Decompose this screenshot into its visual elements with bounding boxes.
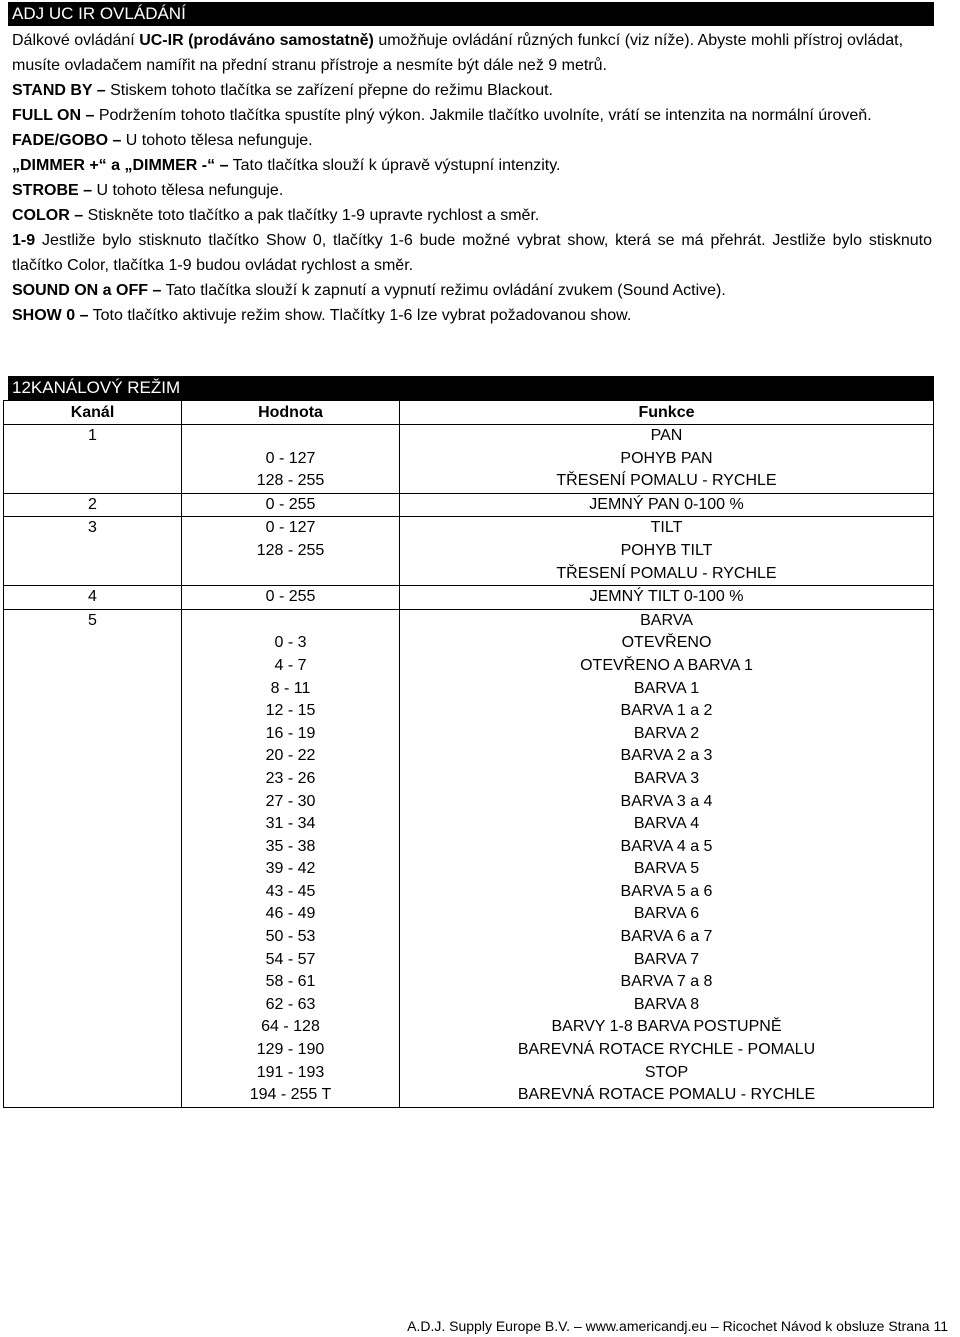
page-footer: A.D.J. Supply Europe B.V. – www.americandj.eu – Ricochet Návod k obsluze Strana 11: [407, 1318, 948, 1334]
table-row: [4, 586, 934, 610]
function-desc: Jestliže bylo stisknuto tlačítko Show 0, tlačítky 1-6 bude možné vybrat show, která se má přehrát. Jestliže bylo stisknuto tlačítko Color, tlačítka 1-9 budou ovládat rychlost a směr.: [12, 232, 932, 274]
function-label: BARVA 5 a 6: [620, 882, 713, 900]
value-range: 4 - 7: [274, 656, 307, 674]
function-label: TILT: [650, 519, 683, 537]
value-range: 8 - 11: [270, 679, 311, 697]
function-key: SHOW 0 –: [12, 307, 89, 324]
function-label: BAREVNÁ ROTACE POMALU - RYCHLE: [517, 1086, 816, 1104]
cell-functions: [400, 493, 934, 517]
cell-functions: [400, 425, 934, 494]
cell-functions: [400, 586, 934, 610]
channel-number: 2: [88, 495, 97, 513]
function-label: POHYB PAN: [620, 449, 713, 467]
function-label: STOP: [644, 1063, 689, 1081]
function-desc: Stiskem tohoto tlačítka se zařízení přepne do režimu Blackout.: [105, 82, 553, 99]
value-range: [182, 563, 399, 586]
function-desc: U tohoto tělesa nefunguje.: [92, 182, 284, 199]
value-range: 23 - 26: [265, 769, 316, 787]
value-range: 27 - 30: [265, 792, 316, 810]
function-desc: U tohoto tělesa nefunguje.: [121, 132, 313, 149]
function-label: BARVY 1-8 BARVA POSTUPNĚ: [551, 1018, 782, 1036]
cell-functions: [400, 609, 934, 1107]
value-range: 129 - 190: [256, 1041, 325, 1059]
function-desc: Podržením tohoto tlačítka spustíte plný výkon. Jakmile tlačítko uvolníte, vrátí se intenzita na normální úroveň.: [94, 107, 872, 124]
channel-number: 5: [88, 611, 97, 629]
value-range: 12 - 15: [265, 702, 316, 720]
value-range: 54 - 57: [265, 950, 316, 968]
function-item: [12, 78, 932, 103]
value-range: 191 - 193: [256, 1063, 325, 1081]
value-range: 0 - 255: [265, 495, 316, 513]
function-label: BARVA 3 a 4: [620, 792, 713, 810]
table-row: [4, 425, 934, 494]
function-item: [12, 128, 932, 153]
function-label: JEMNÝ TILT 0-100 %: [589, 588, 744, 606]
intro-paragraph: Dálkové ovládání UC-IR (prodáváno samostatně) umožňuje ovládání různých funkcí (viz níže). Abyste mohli přístroj ovládat, musíte ovladačem namířit na přední stranu přístroje a nesmíte být dále než 9 metrů.: [12, 32, 904, 74]
value-range: 20 - 22: [265, 747, 316, 765]
value-range: 31 - 34: [265, 815, 316, 833]
function-label: BARVA 2: [633, 724, 700, 742]
value-range: 35 - 38: [265, 837, 316, 855]
function-list: [12, 78, 932, 328]
function-label: BARVA 1: [633, 679, 700, 697]
value-range: 128 - 255: [256, 472, 325, 490]
cell-channel: [4, 609, 182, 1107]
value-range: 64 - 128: [261, 1018, 320, 1036]
value-range: 0 - 127: [265, 449, 316, 467]
cell-values: [182, 586, 400, 610]
function-key: SOUND ON a OFF –: [12, 282, 162, 299]
channel-number: 4: [88, 588, 97, 606]
value-range: 58 - 61: [265, 973, 316, 991]
col-header-function: Funkce: [400, 401, 934, 425]
value-range: 0 - 3: [274, 634, 307, 652]
value-range: 194 - 255 T: [249, 1086, 332, 1104]
table-row: [4, 493, 934, 517]
value-range: 50 - 53: [265, 928, 316, 946]
function-desc: Toto tlačítko aktivuje režim show. Tlačítky 1-6 lze vybrat požadovanou show.: [88, 307, 632, 324]
function-desc: Tato tlačítka slouží k zapnutí a vypnutí režimu ovládání zvukem (Sound Active).: [161, 282, 726, 299]
value-range: 16 - 19: [265, 724, 316, 742]
function-label: OTEVŘENO A BARVA 1: [580, 656, 753, 674]
function-key: STAND BY –: [12, 82, 106, 99]
cell-values: [182, 493, 400, 517]
value-range: 62 - 63: [265, 995, 316, 1013]
function-label: BARVA 5: [633, 860, 700, 878]
function-key: 1-9: [12, 232, 36, 249]
function-desc: Stiskněte toto tlačítko a pak tlačítky 1-9 upravte rychlost a směr.: [83, 207, 540, 224]
function-item: [12, 203, 932, 228]
function-label: BAREVNÁ ROTACE RYCHLE - POMALU: [517, 1041, 816, 1059]
function-label: BARVA 1 a 2: [620, 702, 713, 720]
function-label: PAN: [650, 427, 683, 444]
function-key: COLOR –: [12, 207, 84, 224]
col-header-channel: Kanál: [4, 401, 182, 425]
function-key: FADE/GOBO –: [12, 132, 122, 149]
function-item: [12, 153, 932, 178]
cell-values: [182, 517, 400, 586]
table-row: [4, 609, 934, 1107]
cell-values: [182, 609, 400, 1107]
value-range: 46 - 49: [265, 905, 316, 923]
value-range: 0 - 127: [265, 519, 316, 537]
section-header-12ch: 12KANÁLOVÝ REŽIM: [8, 376, 934, 400]
function-key: FULL ON –: [12, 107, 95, 124]
cell-channel: [4, 586, 182, 610]
table-header-row: [4, 401, 934, 425]
function-label: BARVA 4 a 5: [620, 837, 713, 855]
function-label: BARVA 3: [633, 769, 700, 787]
function-label: TŘESENÍ POMALU - RYCHLE: [556, 564, 777, 582]
col-header-value: Hodnota: [182, 401, 400, 425]
function-label: BARVA: [640, 611, 693, 629]
intro-text: [12, 28, 932, 328]
function-item: [12, 178, 932, 203]
cell-channel: [4, 493, 182, 517]
value-range: 128 - 255: [256, 541, 325, 559]
function-label: JEMNÝ PAN 0-100 %: [589, 495, 744, 513]
function-label: POHYB TILT: [620, 541, 713, 559]
function-label: BARVA 7 a 8: [620, 973, 713, 991]
value-range: 0 - 255: [265, 588, 316, 606]
function-item: [12, 278, 932, 303]
value-range: 39 - 42: [265, 860, 316, 878]
value-range: [182, 610, 399, 633]
channel-number: 1: [88, 427, 97, 444]
function-item: [12, 103, 932, 128]
channel-table: [3, 400, 934, 1108]
function-label: BARVA 8: [633, 995, 700, 1013]
channel-number: 3: [88, 519, 97, 537]
function-label: BARVA 6: [633, 905, 700, 923]
value-range: 43 - 45: [265, 882, 316, 900]
section-header-ir: ADJ UC IR OVLÁDÁNÍ: [8, 2, 934, 26]
function-label: OTEVŘENO: [621, 634, 712, 652]
function-label: BARVA 7: [633, 950, 700, 968]
function-label: BARVA 2 a 3: [620, 747, 713, 765]
value-range: [182, 425, 399, 448]
table-row: [4, 517, 934, 586]
cell-channel: [4, 425, 182, 494]
function-label: BARVA 4: [633, 815, 700, 833]
function-item: [12, 303, 932, 328]
function-key: „DIMMER +“ a „DIMMER -“ –: [12, 157, 229, 174]
function-key: STROBE –: [12, 182, 93, 199]
function-label: TŘESENÍ POMALU - RYCHLE: [556, 472, 777, 490]
cell-channel: [4, 517, 182, 586]
function-item: [12, 228, 932, 278]
cell-values: [182, 425, 400, 494]
function-label: BARVA 6 a 7: [620, 928, 713, 946]
cell-functions: [400, 517, 934, 586]
function-desc: Tato tlačítka slouží k úpravě výstupní intenzity.: [228, 157, 561, 174]
